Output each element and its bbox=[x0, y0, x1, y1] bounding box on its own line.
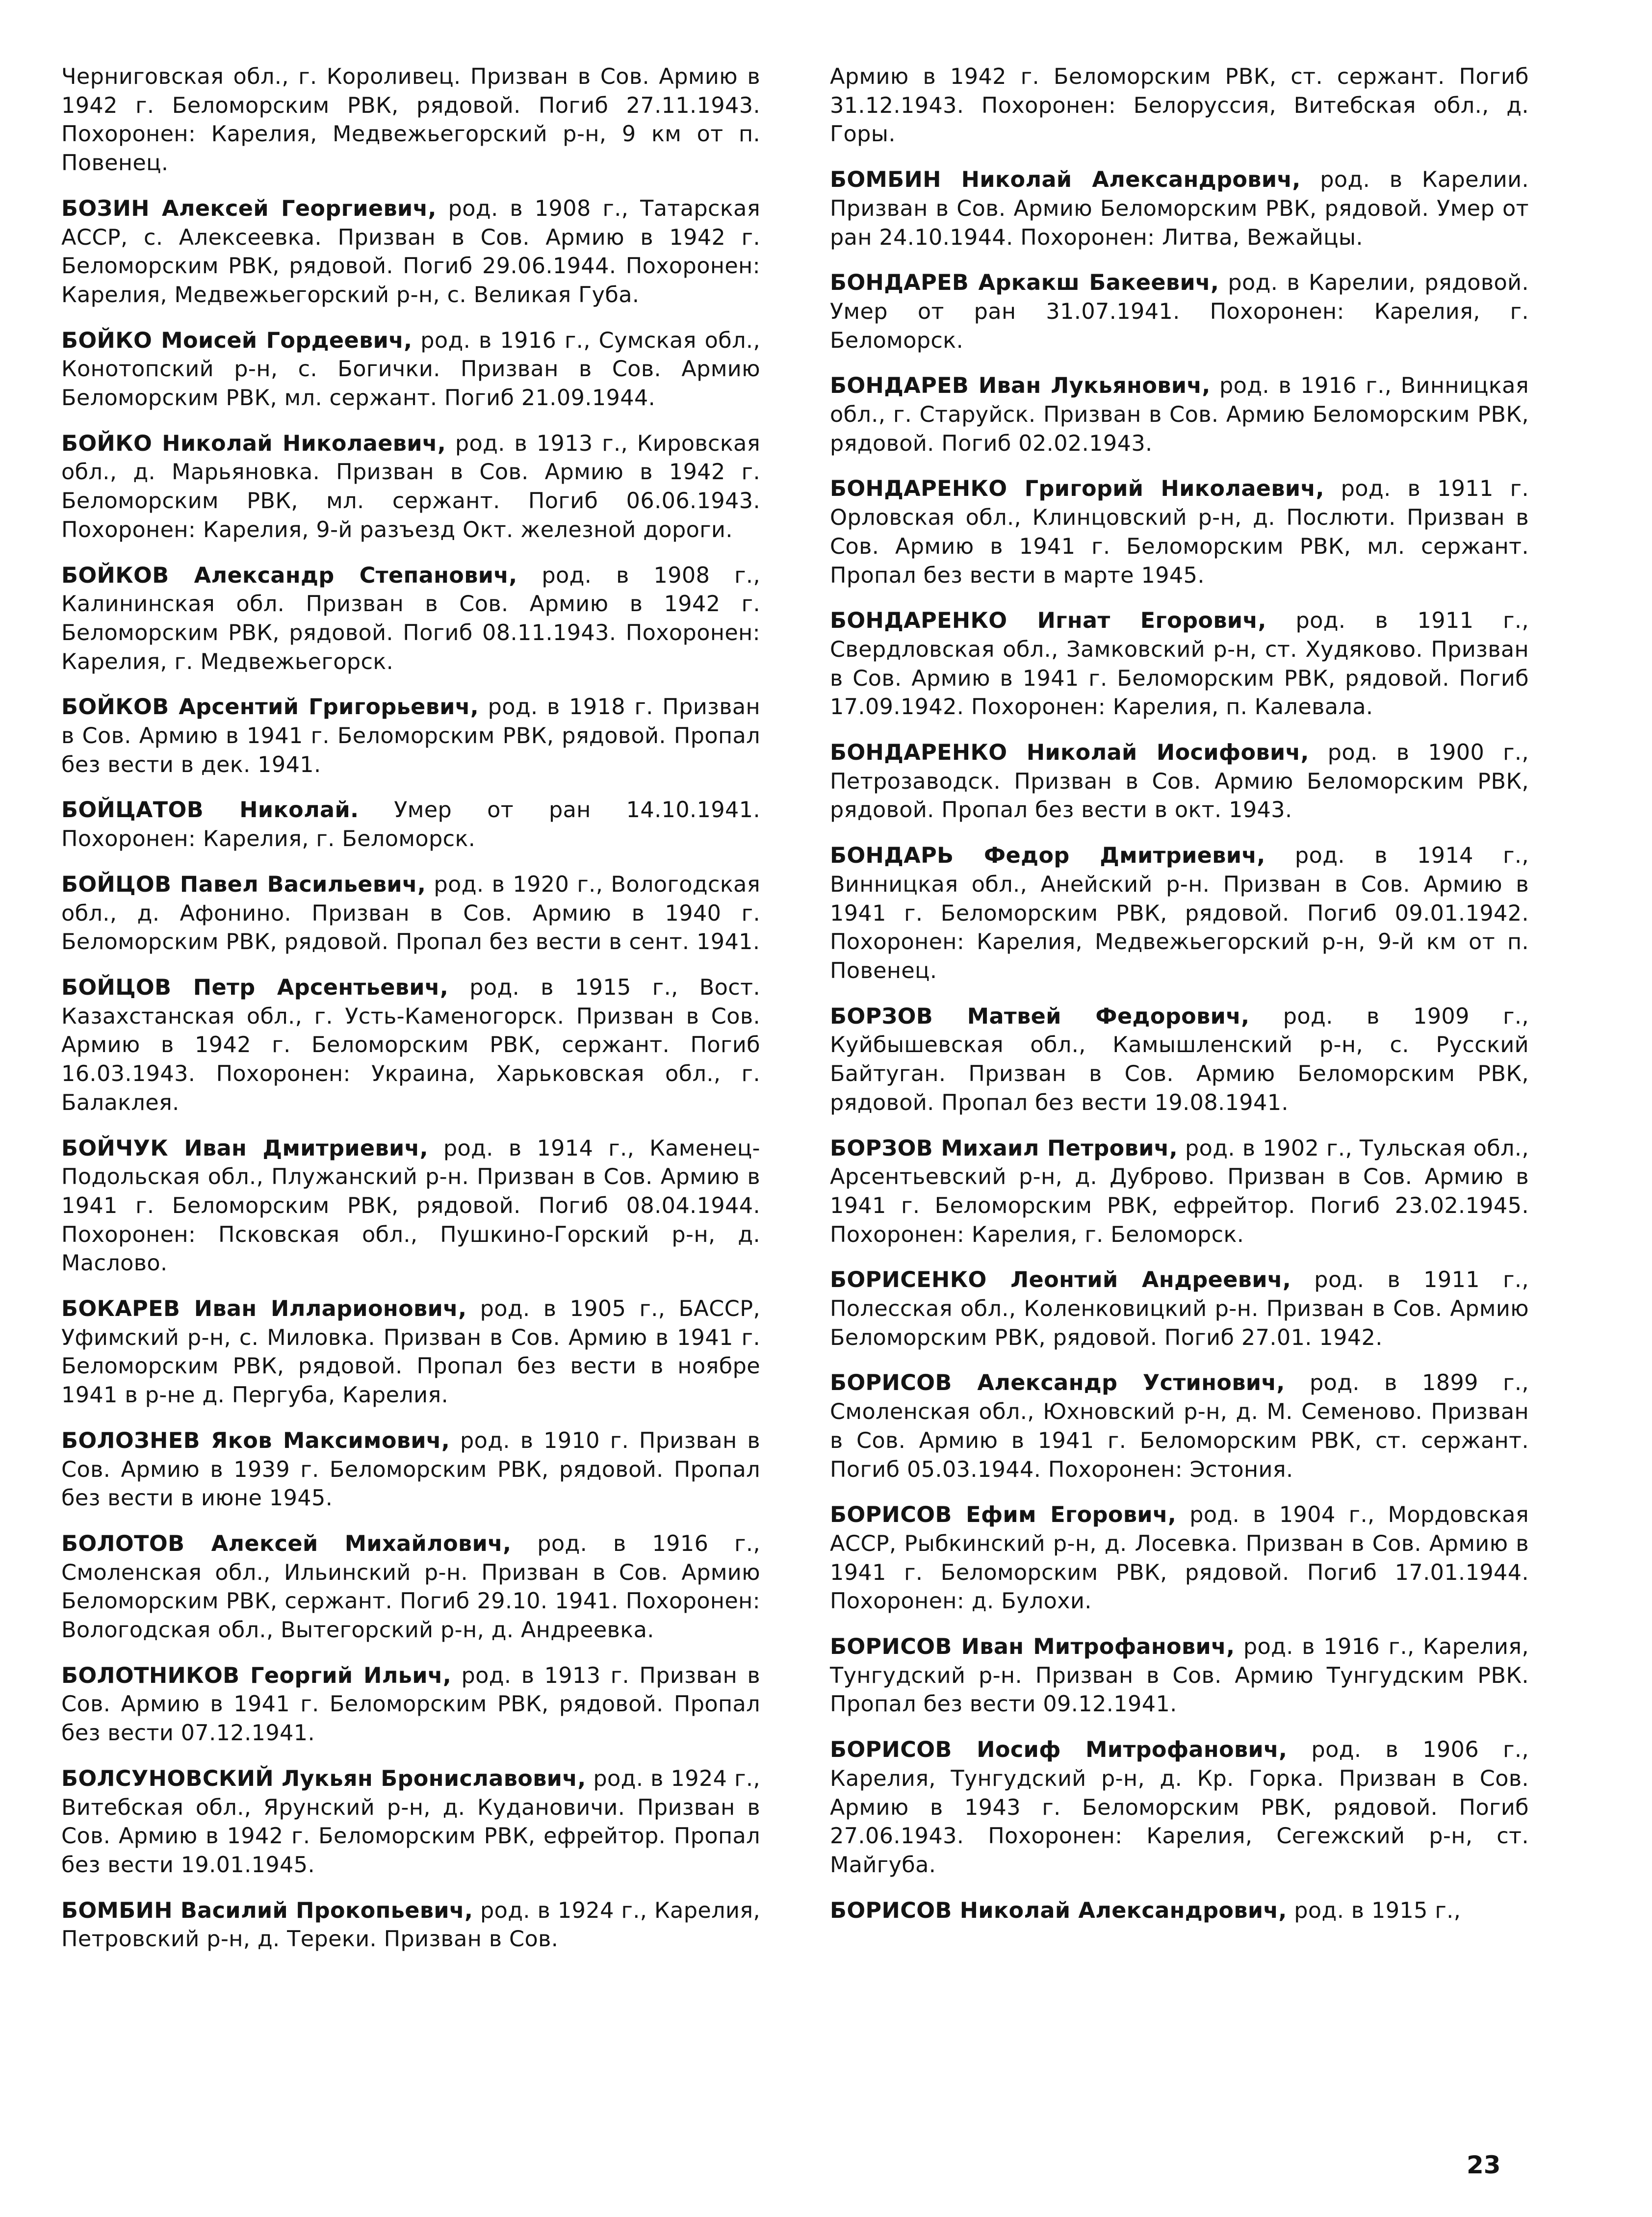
memorial-entry bbox=[830, 1369, 1529, 1484]
person-name: БОРИСОВ Александр Устинович, bbox=[830, 1370, 1285, 1396]
memorial-entry bbox=[830, 1003, 1529, 1118]
entry-details: Черниговская обл., г. Короливец. Призван в Сов. Армию в 1942 г. Беломорским РВК, рядовой. Погиб 27.11.1943. Похоронен: Карелия, Медвежьегорский р-н, 9 км от п. Повенец. bbox=[61, 64, 760, 176]
entry-details: род. в 1916 г., Сумская обл., Конотопский р-н, с. Богички. Призван в Сов. Армию Беломорским РВК, мл. сержант. Погиб 21.09.1944. bbox=[61, 328, 760, 411]
person-name: БОЙКО Моисей Гордеевич, bbox=[61, 328, 413, 353]
person-name: БОНДАРЕНКО Григорий Николаевич, bbox=[830, 476, 1324, 502]
memorial-entry bbox=[61, 327, 760, 413]
memorial-entry bbox=[830, 1736, 1529, 1880]
right-column bbox=[830, 63, 1529, 1942]
person-name: БОНДАРЕВ Иван Лукьянович, bbox=[830, 373, 1211, 399]
entry-details: род. в 1906 г., Карелия, Тунгудский р-н, д. Кр. Горка. Призван в Сов. Армию в 1943 г. Беломорским РВК, рядовой. Погиб 27.06.1943. Похоронен: Карелия, Сегежский р-н, ст. Майгуба. bbox=[830, 1737, 1529, 1878]
entry-details: род. в 1911 г. Орловская обл., Клинцовский р-н, д. Послюти. Призван в Сов. Армию в 1941 г. Беломорским РВК, мл. сержант. Пропал без вести в марте 1945. bbox=[830, 476, 1529, 588]
entry-details: род. в 1916 г., Карелия, Тунгудский р-н. Призван в Сов. Армию Тунгудским РВК. Пропал без вести 09.12.1941. bbox=[830, 1634, 1529, 1717]
entry-details: род. в 1916 г., Смоленская обл., Ильинский р-н. Призван в Сов. Армию Беломорским РВК, сержант. Погиб 29.10. 1941. Похоронен: Вологодская обл., Вытегорский р-н, д. Андреевка. bbox=[61, 1531, 760, 1643]
memorial-entry bbox=[830, 842, 1529, 986]
memorial-entry bbox=[830, 475, 1529, 590]
person-name: БОЙЦАТОВ Николай. bbox=[61, 798, 359, 823]
entry-details: род. в 1924 г., Карелия, Петровский р-н, д. Тереки. Призван в Сов. bbox=[61, 1898, 760, 1952]
person-name: БОРИСОВ Иосиф Митрофанович, bbox=[830, 1737, 1288, 1763]
person-name: БОЙЧУК Иван Дмитриевич, bbox=[61, 1135, 428, 1161]
memorial-entry bbox=[61, 562, 760, 677]
person-name: БОРИСЕНКО Леонтий Андреевич, bbox=[830, 1267, 1291, 1293]
entry-continuation bbox=[830, 63, 1529, 149]
person-name: БОЙЦОВ Павел Васильевич, bbox=[61, 872, 426, 897]
memorial-entry bbox=[61, 1530, 760, 1645]
memorial-entry bbox=[61, 871, 760, 957]
memorial-entry bbox=[830, 1501, 1529, 1616]
memorial-entry bbox=[830, 739, 1529, 825]
memorial-entry bbox=[61, 693, 760, 779]
entry-details: род. в 1914 г., Винницкая обл., Анейский р-н. Призван в Сов. Армию в 1941 г. Беломорским РВК, рядовой. Погиб 09.01.1942. Похоронен: Карелия, Медвежьегорский р-н, 9-й км от п. Повенец. bbox=[830, 843, 1529, 983]
person-name: БОНДАРЕВ Аркакш Бакеевич, bbox=[830, 270, 1219, 296]
entry-details: род. в Карелии. Призван в Сов. Армию Беломорским РВК, рядовой. Умер от ран 24.10.1944. Похоронен: Литва, Вежайцы. bbox=[830, 167, 1529, 250]
memorial-entry bbox=[61, 1427, 760, 1513]
entry-details: род. в 1915 г., bbox=[1287, 1898, 1461, 1923]
entry-details: род. в Карелии, рядовой. Умер от ран 31.07.1941. Похоронен: Карелия, г. Беломорск. bbox=[830, 270, 1529, 353]
entry-details: род. в 1913 г., Кировская обл., д. Марьяновка. Призван в Сов. Армию в 1942 г. Беломорским РВК, мл. сержант. Погиб 06.06.1943. Похоронен: Карелия, 9-й разъезд Окт. железной дороги. bbox=[61, 431, 760, 542]
entry-details: род. в 1918 г. Призван в Сов. Армию в 1941 г. Беломорским РВК, рядовой. Пропал без вести в дек. 1941. bbox=[61, 695, 760, 777]
person-name: БОЙЦОВ Петр Арсентьевич, bbox=[61, 975, 449, 1000]
memorial-entry bbox=[61, 1295, 760, 1410]
page-number: 23 bbox=[1467, 2151, 1501, 2179]
entry-details: род. в 1904 г., Мордовская АССР, Рыбкинский р-н, д. Лосевка. Призван в Сов. Армию в 1941 г. Беломорским РВК, рядовой. Погиб 17.01.1944. Похоронен: д. Булохи. bbox=[830, 1502, 1529, 1614]
entry-details: род. в 1911 г., Свердловская обл., Замковский р-н, ст. Худяково. Призван в Сов. Армию в 1941 г. Беломорским РВК, рядовой. Погиб 17.09.1942. Похоронен: Карелия, п. Калевала. bbox=[830, 608, 1529, 720]
entry-details: род. в 1900 г., Петрозаводск. Призван в Сов. Армию Беломорским РВК, рядовой. Пропал без вести в окт. 1943. bbox=[830, 740, 1529, 823]
entry-details: род. в 1914 г., Каменец-Подольская обл., Плужанский р-н. Призван в Сов. Армию в 1941 г. Беломорским РВК, рядовой. Погиб 08.04.1944. Похоронен: Псковская обл., Пушкино-Горский р-н, д. Маслово. bbox=[61, 1135, 760, 1276]
memorial-entry bbox=[61, 430, 760, 545]
person-name: БОЛОЗНЕВ Яков Максимович, bbox=[61, 1428, 450, 1453]
person-name: БОЛСУНОВСКИЙ Лукьян Брониславович, bbox=[61, 1766, 586, 1791]
person-name: БОЙКОВ Арсентий Григорьевич, bbox=[61, 695, 479, 720]
entry-details: род. в 1909 г., Куйбышевская обл., Камышленский р-н, с. Русский Байтуган. Призван в Сов. Армию Беломорским РВК, рядовой. Пропал без вести 19.08.1941. bbox=[830, 1004, 1529, 1115]
person-name: БОРИСОВ Николай Александрович, bbox=[830, 1898, 1287, 1923]
memorial-entry bbox=[830, 166, 1529, 252]
memorial-entry bbox=[830, 1134, 1529, 1250]
memorial-entry bbox=[61, 796, 760, 853]
memorial-entry bbox=[830, 1266, 1529, 1352]
memorial-entry bbox=[61, 974, 760, 1118]
memorial-entry bbox=[830, 1897, 1529, 1926]
person-name: БОМБИН Василий Прокопьевич, bbox=[61, 1898, 473, 1923]
memorial-entry bbox=[61, 1662, 760, 1748]
memorial-entry bbox=[830, 1633, 1529, 1719]
person-name: БОНДАРЕНКО Игнат Егорович, bbox=[830, 608, 1266, 634]
entry-details: род. в 1911 г., Полесская обл., Коленковицкий р-н. Призван в Сов. Армию Беломорским РВК, рядовой. Погиб 27.01. 1942. bbox=[830, 1267, 1529, 1350]
person-name: БОЙКО Николай Николаевич, bbox=[61, 431, 446, 456]
memorial-entry bbox=[61, 1134, 760, 1279]
person-name: БОЙКОВ Александр Степанович, bbox=[61, 563, 517, 588]
person-name: БОЗИН Алексей Георгиевич, bbox=[61, 196, 437, 221]
entry-details: род. в 1920 г., Вологодская обл., д. Афонино. Призван в Сов. Армию в 1940 г. Беломорским РВК, рядовой. Пропал без вести в сент. 1941. bbox=[61, 872, 760, 955]
memorial-entry bbox=[830, 372, 1529, 458]
person-name: БОНДАРЕНКО Николай Иосифович, bbox=[830, 740, 1309, 766]
person-name: БОРЗОВ Матвей Федорович, bbox=[830, 1004, 1250, 1029]
entry-details: род. в 1905 г., БАССР, Уфимский р-н, с. Миловка. Призван в Сов. Армию в 1941 г. Беломорским РВК, рядовой. Пропал без вести в ноябре 1941 в р-не д. Пергуба, Карелия. bbox=[61, 1296, 760, 1408]
person-name: БОЛОТОВ Алексей Михайлович, bbox=[61, 1531, 512, 1556]
person-name: БОКАРЕВ Иван Илларионович, bbox=[61, 1296, 467, 1322]
person-name: БОРЗОВ Михаил Петрович, bbox=[830, 1135, 1178, 1161]
person-name: БОРИСОВ Ефим Егорович, bbox=[830, 1502, 1177, 1528]
person-name: БОЛОТНИКОВ Георгий Ильич, bbox=[61, 1663, 452, 1688]
left-column bbox=[61, 63, 760, 1971]
person-name: БОРИСОВ Иван Митрофанович, bbox=[830, 1634, 1235, 1660]
entry-details: род. в 1924 г., Витебская обл., Ярунский р-н, д. Кудановичи. Призван в Сов. Армию в 1942 г. Беломорским РВК, ефрейтор. Пропал без вести 19.01.1945. bbox=[61, 1766, 760, 1878]
entry-details: род. в 1908 г., Татарская АССР, с. Алексеевка. Призван в Сов. Армию в 1942 г. Беломорским РВК, рядовой. Погиб 29.06.1944. Похоронен: Карелия, Медвежьегорский р-н, с. Великая Губа. bbox=[61, 196, 761, 308]
memorial-entry bbox=[61, 1897, 760, 1954]
entry-details: род. в 1908 г., Калининская обл. Призван в Сов. Армию в 1942 г. Беломорским РВК, рядовой. Погиб 08.11.1943. Похоронен: Карелия, г. Медвежьегорск. bbox=[61, 563, 760, 674]
entry-details: род. в 1899 г., Смоленская обл., Юхновский р-н, д. М. Семеново. Призван в Сов. Армию в 1941 г. Беломорским РВК, ст. сержант. Погиб 05.03.1944. Похоронен: Эстония. bbox=[830, 1370, 1529, 1482]
entry-continuation bbox=[61, 63, 760, 178]
memorial-entry bbox=[830, 607, 1529, 722]
entry-details: род. в 1913 г. Призван в Сов. Армию в 1941 г. Беломорским РВК, рядовой. Пропал без вести 07.12.1941. bbox=[61, 1663, 760, 1746]
person-name: БОМБИН Николай Александрович, bbox=[830, 167, 1301, 193]
memorial-entry bbox=[830, 269, 1529, 355]
entry-details: род. в 1916 г., Винницкая обл., г. Старуйск. Призван в Сов. Армию Беломорским РВК, рядовой. Погиб 02.02.1943. bbox=[830, 373, 1529, 456]
entry-details: род. в 1902 г., Тульская обл., Арсентьевский р-н, д. Дуброво. Призван в Сов. Армию в 1941 г. Беломорским РВК, ефрейтор. Погиб 23.02.1945. Похоронен: Карелия, г. Беломорск. bbox=[830, 1135, 1529, 1247]
entry-details: Армию в 1942 г. Беломорским РВК, ст. сержант. Погиб 31.12.1943. Похоронен: Белоруссия, Витебская обл., д. Горы. bbox=[830, 64, 1529, 147]
entry-details: Умер от ран 14.10.1941. Похоронен: Карелия, г. Беломорск. bbox=[61, 798, 760, 852]
entry-details: род. в 1910 г. Призван в Сов. Армию в 1939 г. Беломорским РВК, рядовой. Пропал без вести в июне 1945. bbox=[61, 1428, 760, 1511]
entry-details: род. в 1915 г., Вост. Казахстанская обл., г. Усть-Каменогорск. Призван в Сов. Армию в 1942 г. Беломорским РВК, сержант. Погиб 16.03.1943. Похоронен: Украина, Харьковская обл., г. Балаклея. bbox=[61, 975, 760, 1115]
memorial-entry bbox=[61, 195, 760, 310]
memorial-entry bbox=[61, 1765, 760, 1880]
person-name: БОНДАРЬ Федор Дмитриевич, bbox=[830, 843, 1265, 869]
